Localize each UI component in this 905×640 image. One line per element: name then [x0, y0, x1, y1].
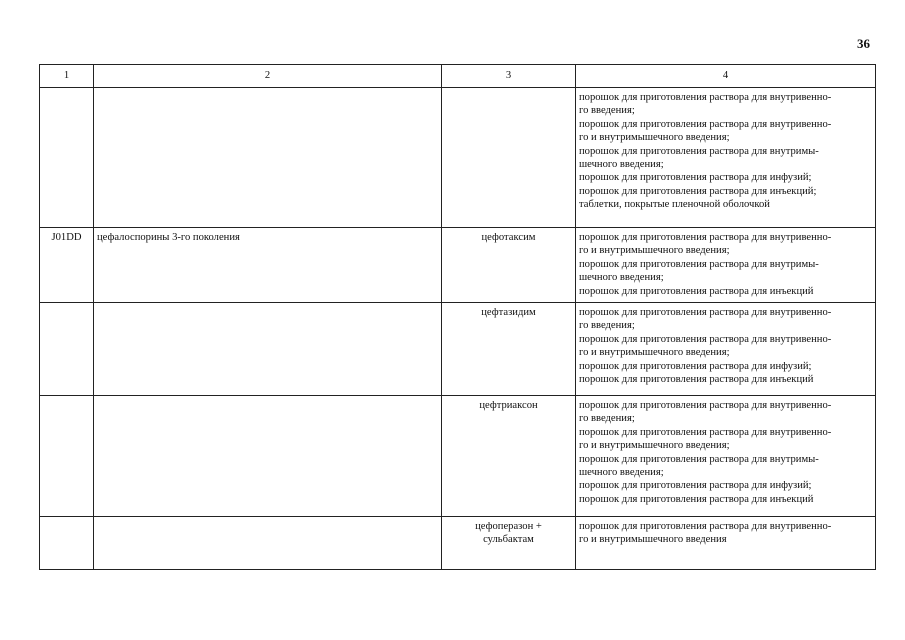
dosage-forms-cell: [576, 517, 876, 570]
group-cell: [94, 88, 442, 228]
dosage-form-line: порошок для приготовления раствора для внутримы-: [579, 453, 819, 465]
column-header-2: 2: [94, 65, 442, 88]
dosage-form-line: го и внутримышечного введения: [579, 534, 727, 546]
column-header-4: 4: [576, 65, 876, 88]
dosage-forms-cell: [576, 88, 876, 228]
column-header-1: 1: [40, 65, 94, 88]
dosage-form-line: шечного введения;: [579, 159, 664, 171]
dosage-forms-cell: [576, 303, 876, 396]
dosage-form-line: таблетки, покрытые пленочной оболочкой: [579, 199, 770, 211]
dosage-form-line: го и внутримышечного введения;: [579, 245, 730, 257]
drug-name-line: сульбактам: [483, 534, 534, 546]
dosage-form-line: го введения;: [579, 320, 635, 332]
drug-table: [39, 64, 876, 570]
dosage-form-line: порошок для приготовления раствора для внутривенно-: [579, 92, 832, 103]
dosage-form-line: шечного введения;: [579, 467, 664, 479]
atc-code-cell: [40, 517, 94, 570]
dosage-form-line: порошок для приготовления раствора для инъекций: [579, 493, 814, 505]
dosage-form-line: порошок для приготовления раствора для инъекций: [579, 374, 814, 386]
dosage-form-line: порошок для приготовления раствора для внутримы-: [579, 145, 819, 157]
group-cell: [94, 517, 442, 570]
dosage-form-line: го и внутримышечного введения;: [579, 440, 730, 452]
table-row: [40, 396, 876, 517]
dosage-form-line: порошок для приготовления раствора для внутривенно-: [579, 400, 832, 411]
dosage-form-line: порошок для приготовления раствора для внутривенно-: [579, 333, 832, 345]
dosage-form-line: порошок для приготовления раствора для инъекций: [579, 285, 814, 297]
table-row: [40, 303, 876, 396]
atc-code-cell: [40, 396, 94, 517]
drug-name-cell: цефтриаксон: [442, 396, 576, 517]
dosage-form-line: порошок для приготовления раствора для внутримы-: [579, 258, 819, 270]
atc-code-cell: J01DD: [40, 228, 94, 303]
drug-name-line: цефоперазон +: [475, 521, 542, 532]
dosage-form-line: порошок для приготовления раствора для внутривенно-: [579, 426, 832, 438]
dosage-forms-cell: [576, 228, 876, 303]
drug-name-cell: цефтазидим: [442, 303, 576, 396]
dosage-forms-cell: [576, 396, 876, 517]
group-cell: цефалоспорины 3-го поколения: [94, 228, 442, 303]
group-cell: [94, 396, 442, 517]
dosage-form-line: порошок для приготовления раствора для инфузий;: [579, 172, 812, 184]
table-row: [40, 228, 876, 303]
dosage-form-line: порошок для приготовления раствора для внутривенно-: [579, 118, 832, 130]
table-header-row: [40, 65, 876, 88]
atc-code-cell: [40, 303, 94, 396]
dosage-form-line: го и внутримышечного введения;: [579, 132, 730, 144]
dosage-form-line: порошок для приготовления раствора для инъекций;: [579, 185, 817, 197]
table-row: [40, 88, 876, 228]
group-cell: [94, 303, 442, 396]
page-number: 36: [857, 36, 870, 51]
table-row: [40, 517, 876, 570]
dosage-form-line: порошок для приготовления раствора для инфузий;: [579, 360, 812, 372]
drug-name-cell: [442, 517, 576, 570]
dosage-form-line: го введения;: [579, 413, 635, 425]
dosage-form-line: порошок для приготовления раствора для инфузий;: [579, 480, 812, 492]
dosage-form-line: порошок для приготовления раствора для внутривенно-: [579, 521, 832, 532]
column-header-3: 3: [442, 65, 576, 88]
dosage-form-line: го и внутримышечного введения;: [579, 347, 730, 359]
drug-name-cell: [442, 88, 576, 228]
dosage-form-line: порошок для приготовления раствора для внутривенно-: [579, 232, 832, 243]
drug-name-cell: цефотаксим: [442, 228, 576, 303]
dosage-form-line: го введения;: [579, 105, 635, 117]
atc-code-cell: [40, 88, 94, 228]
dosage-form-line: порошок для приготовления раствора для внутривенно-: [579, 307, 832, 318]
dosage-form-line: шечного введения;: [579, 272, 664, 284]
